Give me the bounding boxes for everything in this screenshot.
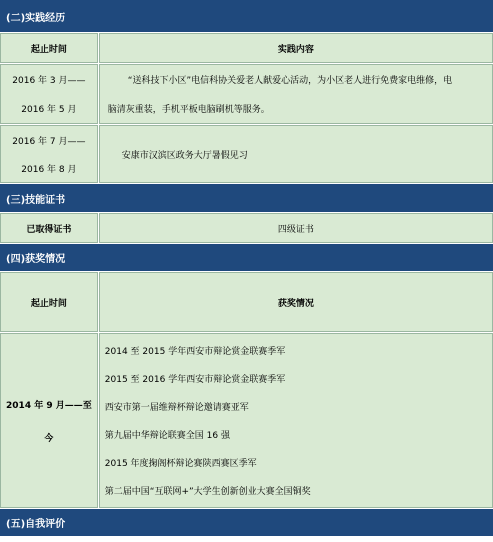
practice-content-header: 实践内容 (99, 33, 493, 63)
award-item: 2015 年度掬阁杯辩论赛陕西赛区季军 (104, 458, 257, 469)
practice-time-start: 2016 年 3 月—— (12, 76, 86, 86)
awards-list (99, 333, 493, 508)
awards-time-cell (0, 333, 98, 508)
awards-content-header: 获奖情况 (99, 272, 493, 332)
awards-header-row (0, 272, 493, 332)
section-awards-header (0, 244, 493, 271)
practice-content-line: 安康市汉滨区政务大厅暑假见习 (121, 150, 248, 161)
practice-content-cell (99, 64, 493, 124)
section-self-header (0, 509, 493, 536)
practice-header-row (0, 33, 493, 63)
award-item: 西安市第一届维辩杯辩论邀请赛亚军 (104, 403, 249, 414)
practice-content-line: “送科技下小区”电信科协关爱老人献爱心活动，为小区老人进行免费家电维修，电 (127, 76, 453, 86)
section-practice-header (0, 0, 493, 32)
section-skills-title: (三)技能证书 (6, 194, 66, 206)
awards-time-start: 2014 年 9 月——至 (6, 400, 92, 411)
award-item: 2014 至 2015 学年西安市辩论赏金联赛季军 (104, 347, 286, 358)
section-practice-title: (二)实践经历 (6, 12, 66, 24)
skills-label: 已取得证书 (0, 213, 98, 243)
practice-row (0, 125, 493, 183)
award-item: 第九届中华辩论联赛全国 16 强 (104, 430, 230, 441)
practice-time-cell (0, 64, 98, 124)
practice-time-start: 2016 年 7 月—— (12, 136, 86, 147)
award-item: 2015 至 2016 学年西安市辩论赏金联赛季军 (104, 375, 286, 386)
section-self-title: (五)自我评价 (6, 519, 66, 530)
practice-content-cell (99, 125, 493, 183)
practice-time-end: 2016 年 5 月 (21, 105, 77, 115)
section-skills-header (0, 184, 493, 212)
skills-value: 四级证书 (99, 213, 493, 243)
practice-content-line: 脑清灰重装，手机平板电脑刷机等服务。 (107, 105, 270, 115)
section-awards-title: (四)获奖情况 (6, 254, 66, 265)
awards-row (0, 333, 493, 508)
practice-row (0, 64, 493, 124)
award-item: 第二届中国“互联网+”大学生创新创业大赛全国铜奖 (104, 486, 311, 497)
awards-time-end: 今 (44, 433, 54, 444)
practice-time-cell (0, 125, 98, 183)
awards-time-header: 起止时间 (0, 272, 98, 332)
practice-time-header: 起止时间 (0, 33, 98, 63)
practice-time-end: 2016 年 8 月 (21, 164, 77, 175)
skills-row (0, 213, 493, 243)
